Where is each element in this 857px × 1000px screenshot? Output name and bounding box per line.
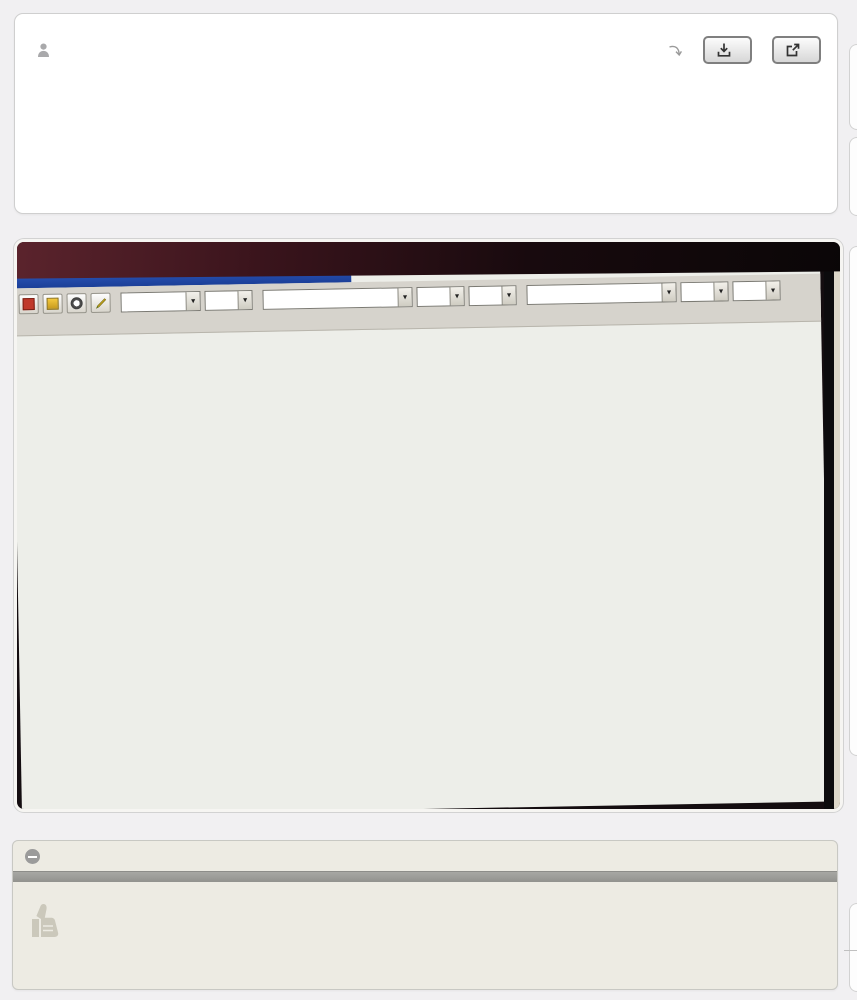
adjacent-card-sliver [849,137,857,216]
save-tool-icon[interactable] [42,294,62,314]
comment-count-wrap [665,44,683,57]
adjacent-card-sliver [849,903,857,992]
collapse-comments-icon[interactable] [25,849,40,864]
gauge-tool-icon[interactable] [66,293,86,313]
adjacent-card-sliver [849,246,857,756]
thumbs-up-icon [29,899,65,944]
comments-section [12,840,838,990]
timebase-select[interactable] [120,291,200,312]
zoom-select[interactable] [204,290,252,311]
stop-tool-icon[interactable] [18,294,38,314]
post-byline [31,36,821,64]
post-card [14,13,838,214]
adjacent-card-sliver [849,44,857,130]
gold-square-icon [47,298,59,310]
adjacent-card-divider [844,950,857,951]
comment-item [13,882,837,944]
dropdown-arrow-icon: ▼ [185,292,199,310]
dropdown-arrow-icon: ▼ [397,288,411,306]
dropdown-arrow-icon: ▼ [661,283,675,301]
scope-waveform-plot [17,322,836,809]
save-button[interactable] [703,36,752,64]
monitor-right-bezel [824,242,834,809]
channel-a-filter-select[interactable] [468,285,516,306]
pencil-icon [94,296,107,309]
comment-body [80,895,821,944]
person-icon [37,43,50,57]
reply-bar [13,871,837,882]
scope-photo-card [14,239,843,812]
save-icon [716,42,732,58]
channel-b-coupling-select[interactable] [680,281,728,302]
share-button[interactable] [772,36,821,64]
scope-photo [17,242,840,809]
gauge-icon [71,297,83,309]
share-icon [785,42,801,58]
channel-b-range-select[interactable] [526,282,676,305]
dropdown-arrow-icon: ▼ [237,291,251,309]
pencil-tool-icon[interactable] [90,293,110,313]
dropdown-arrow-icon: ▼ [713,282,727,300]
channel-b-filter-select[interactable] [732,280,780,301]
comments-header [13,841,837,871]
red-square-icon [23,298,35,310]
picoscope-screen [17,259,830,809]
photo-background-edge [834,242,840,809]
dropdown-arrow-icon: ▼ [449,287,463,305]
dropdown-arrow-icon: ▼ [501,286,515,304]
dropdown-arrow-icon: ▼ [765,281,779,299]
channel-a-coupling-select[interactable] [416,286,464,307]
reply-curve-icon [668,44,683,57]
channel-a-range-select[interactable] [262,287,412,310]
